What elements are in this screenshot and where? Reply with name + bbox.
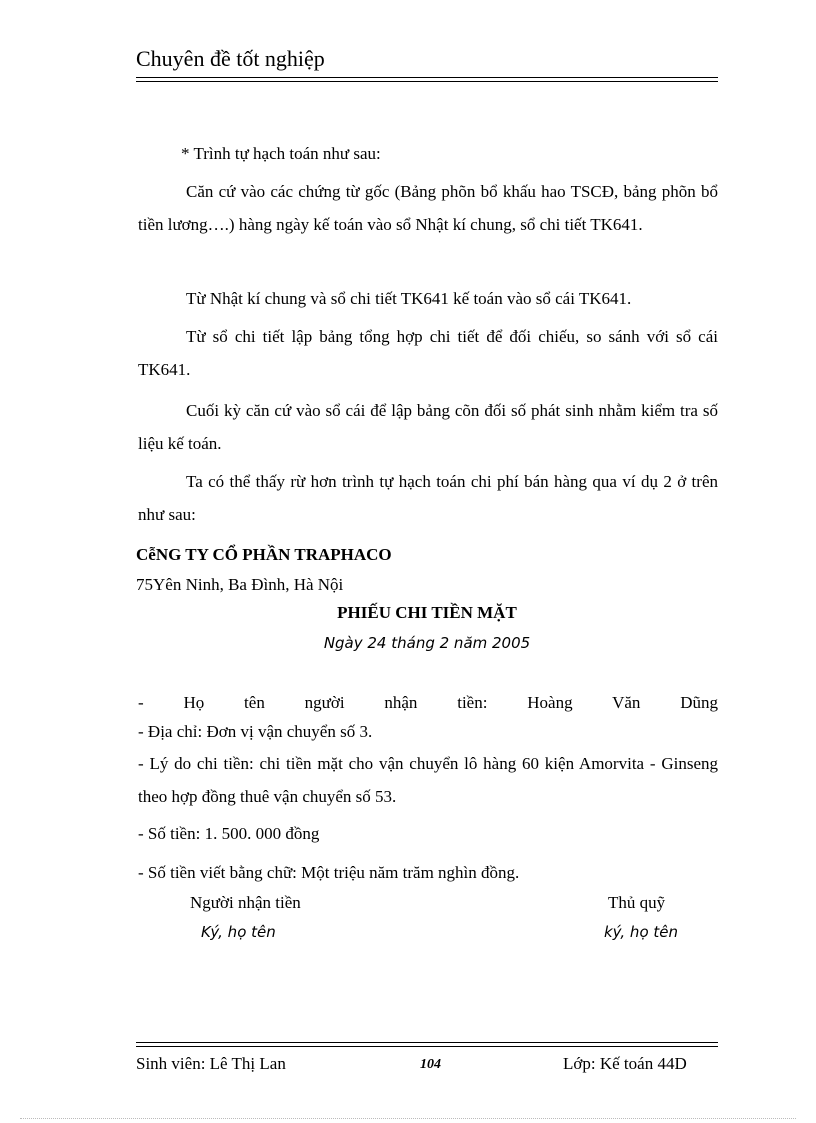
cashier-signature-note: ký, họ tên: [604, 923, 679, 941]
voucher-title: PHIẾU CHI TIỀN MẶT: [337, 603, 517, 622]
receiver-signature-label: Người nhận tiền: [190, 893, 301, 912]
footer-student: Sinh viên: Lê Thị Lan: [136, 1054, 286, 1073]
company-name: CễNG TY CỔ PHẦN TRAPHACO: [136, 545, 392, 564]
recipient-address: - Địa chỉ: Đơn vị vận chuyển số 3.: [138, 722, 373, 741]
footer-rule: [136, 1042, 718, 1047]
payment-reason: - Lý do chi tiền: chi tiền mặt cho vận chuyển lô hàng 60 kiện Amorvita - Ginseng theo hợp đồng thuê vận chuyển số 53.: [138, 754, 718, 806]
paragraph-2: Từ Nhật kí chung và sổ chi tiết TK641 kế toán vào sổ cái TK641.: [186, 289, 632, 308]
intro-line: * Trình tự hạch toán như sau:: [181, 144, 381, 163]
header-title: Chuyên đề tốt nghiệp: [136, 46, 325, 71]
footer-page-number: 104: [420, 1057, 441, 1072]
voucher-date: Ngày 24 tháng 2 năm 2005: [323, 634, 531, 652]
paragraph-4: Cuối kỳ căn cứ vào sổ cái để lập bảng cõn đối số phát sinh nhằm kiểm tra số liệu kế toán.: [138, 401, 718, 453]
cashier-signature-label: Thủ quỹ: [608, 893, 666, 912]
paragraph-1: Căn cứ vào các chứng từ gốc (Bảng phõn bổ khấu hao TSCĐ, bảng phõn bổ tiền lương….) hàng ngày kế toán vào sổ Nhật kí chung, sổ chi tiết TK641.: [138, 182, 718, 234]
amount-in-words: - Số tiền viết bằng chữ: Một triệu năm trăm nghìn đồng.: [138, 863, 520, 882]
paragraph-5: Ta có thể thấy rừ hơn trình tự hạch toán chi phí bán hàng qua ví dụ 2 ở trên như sau:: [138, 472, 718, 524]
company-address: 75Yên Ninh, Ba Đình, Hà Nội: [136, 575, 344, 594]
page-edge-divider: [20, 1118, 796, 1119]
payment-amount: - Số tiền: 1. 500. 000 đồng: [138, 824, 320, 843]
recipient-line: - Họ tên người nhận tiền: Hoàng Văn Dũng: [138, 693, 718, 712]
header-rule: [136, 77, 718, 82]
receiver-signature-note: Ký, họ tên: [201, 923, 276, 941]
paragraph-3: Từ sổ chi tiết lập bảng tổng hợp chi tiết để đối chiếu, so sánh với sổ cái TK641.: [138, 327, 718, 379]
footer-class: Lớp: Kế toán 44D: [563, 1054, 687, 1073]
